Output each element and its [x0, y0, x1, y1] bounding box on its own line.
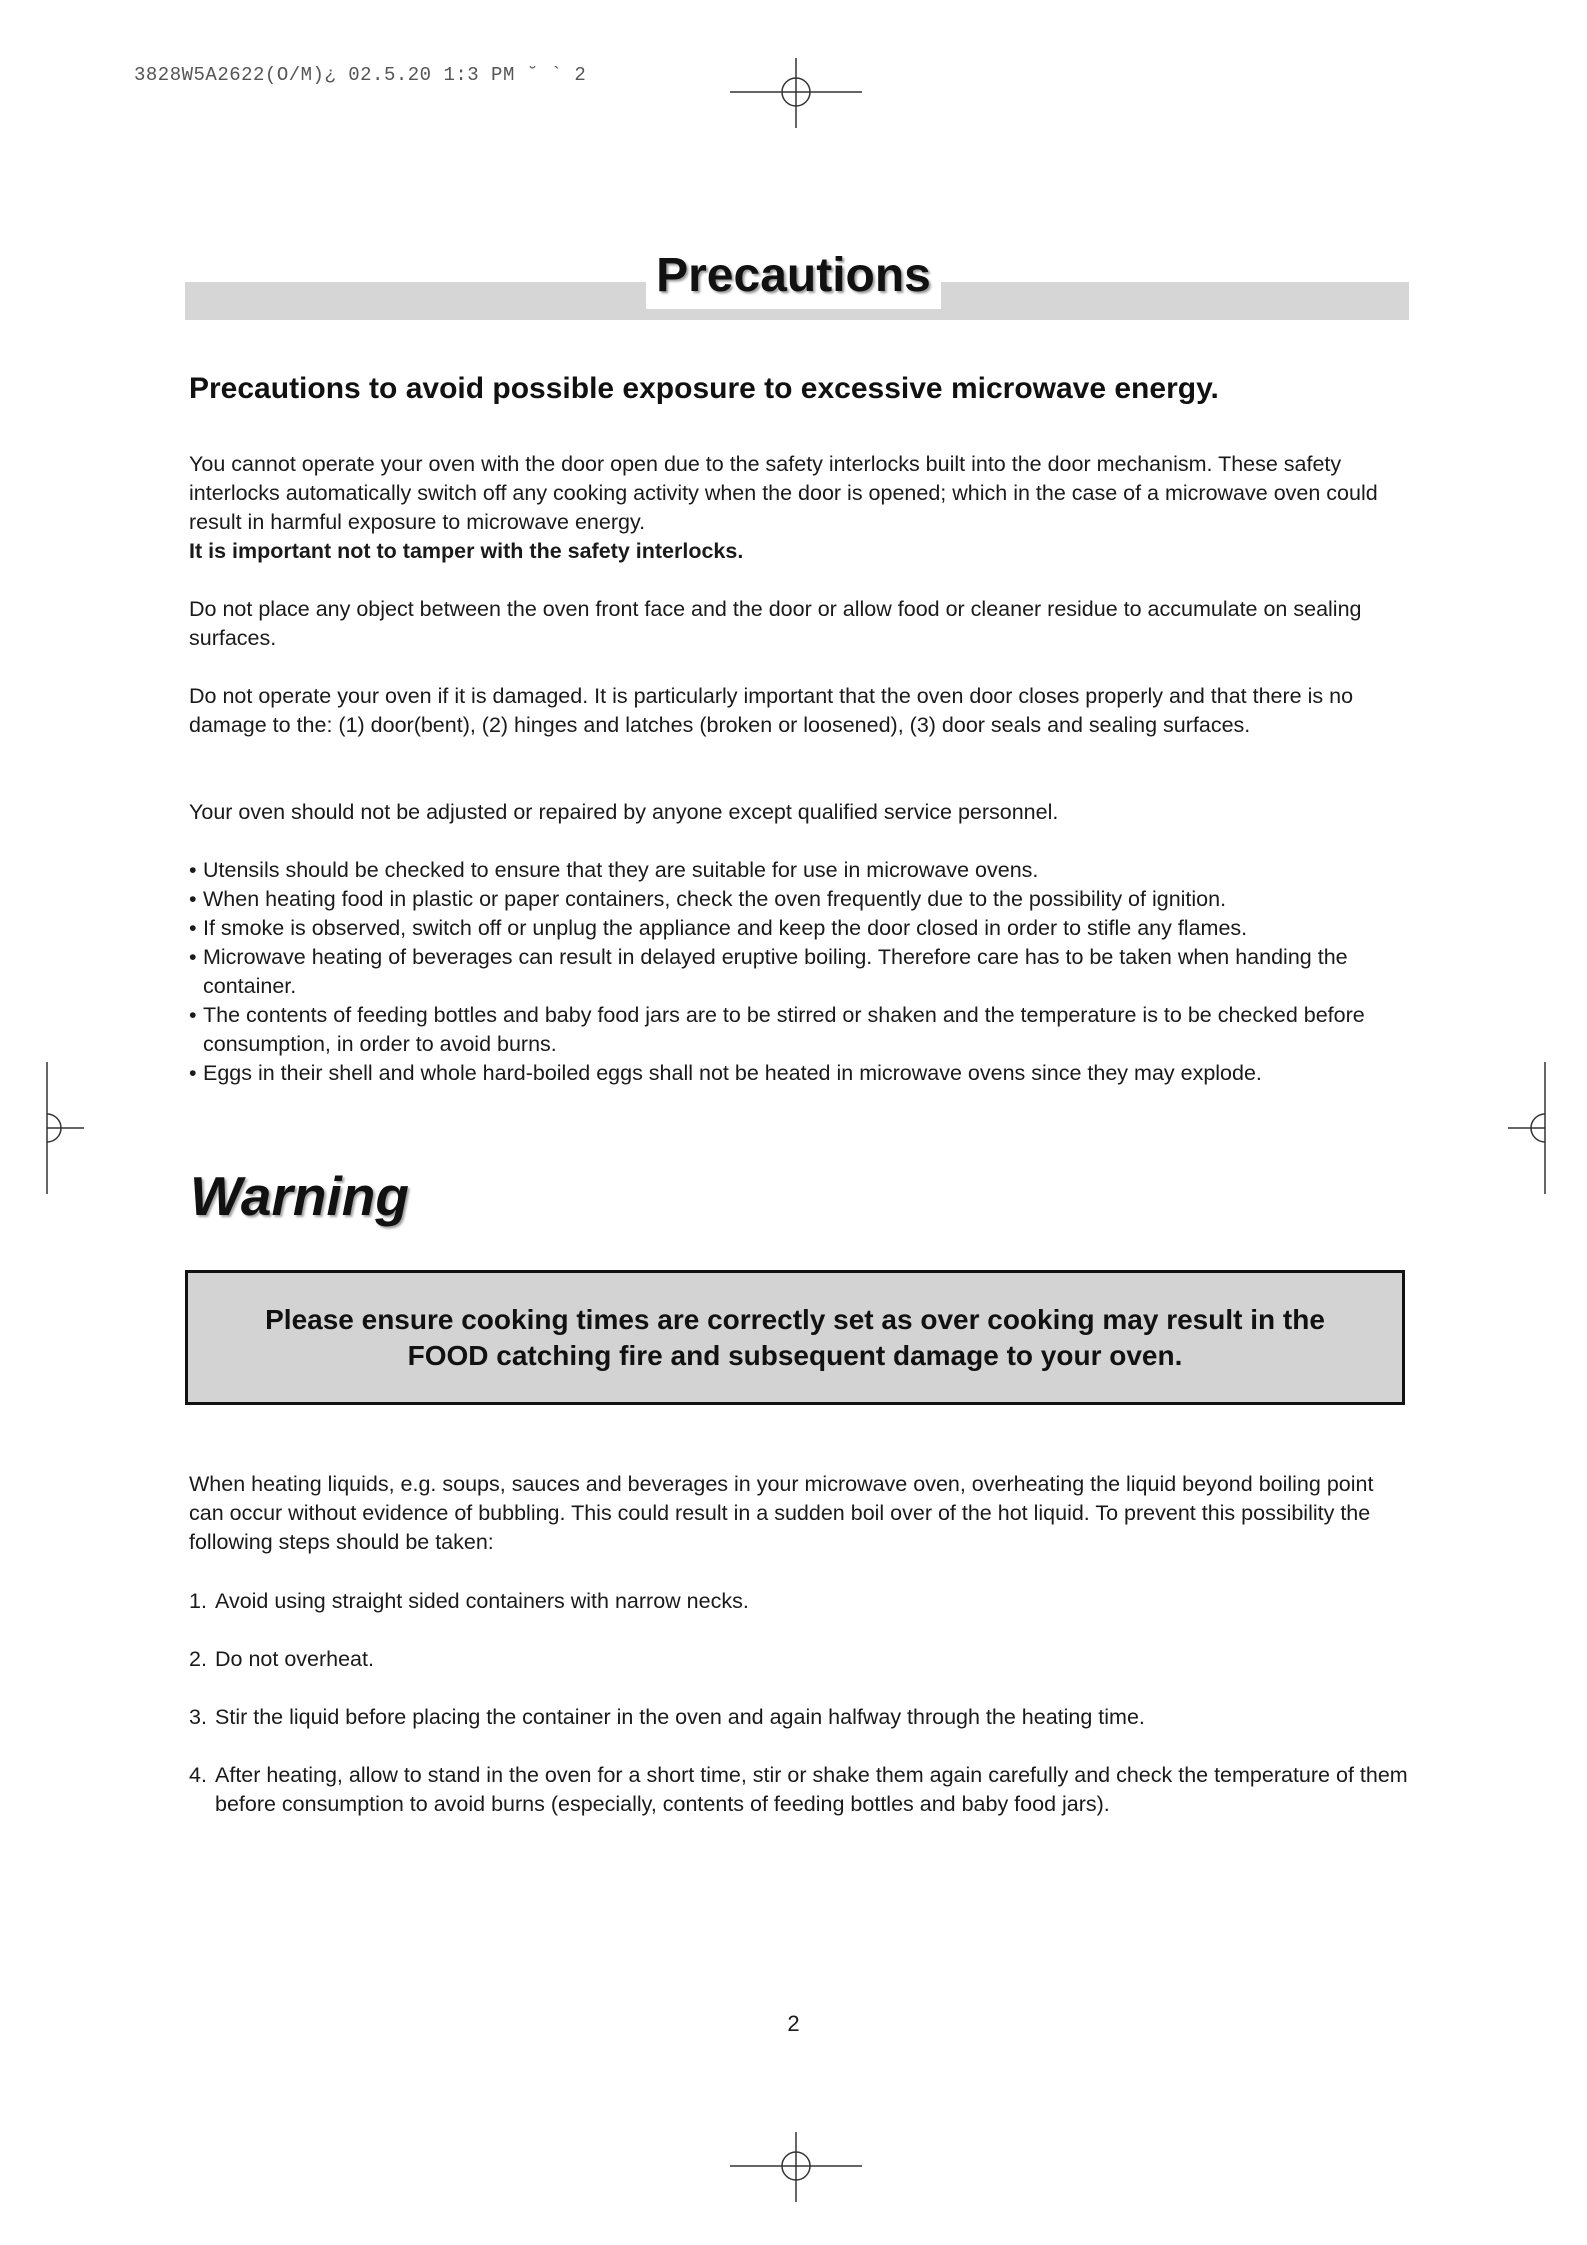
list-item: • When heating food in plastic or paper containers, check the oven frequently due to the possibility of ignition.: [189, 885, 1409, 914]
steps-list: [189, 1587, 1409, 1848]
paragraph-service: Your oven should not be adjusted or repaired by anyone except qualified service personnel.: [189, 800, 1059, 824]
paragraph-interlocks: [189, 450, 1409, 566]
list-item: [189, 1761, 1409, 1819]
step-number: 3.: [189, 1705, 207, 1729]
registration-mark-right: [1508, 1062, 1552, 1194]
list-item: • Utensils should be checked to ensure that they are suitable for use in microwave ovens.: [189, 856, 1409, 885]
section-heading: Precautions to avoid possible exposure to excessive microwave energy.: [189, 372, 1219, 405]
list-item: • If smoke is observed, switch off or unplug the appliance and keep the door closed in order to stifle any flames.: [189, 914, 1409, 943]
warning-heading: Warning: [190, 1165, 409, 1227]
registration-mark-left: [40, 1062, 84, 1194]
step-number: 4.: [189, 1763, 207, 1787]
registration-mark-bottom: [730, 2132, 862, 2202]
step-text: After heating, allow to stand in the oven for a short time, stir or shake them again carefully and check the temperature of them before consumption to avoid burns (especially, contents of feeding bottles and baby food jars).: [215, 1763, 1408, 1816]
paragraph-interlocks-bold: It is important not to tamper with the safety interlocks.: [189, 539, 744, 563]
print-header: 3828W5A2622(O/M)¿ 02.5.20 1:3 PM ˘ ` 2: [134, 64, 587, 86]
list-item: [189, 1587, 1409, 1616]
bullet-list: [189, 856, 1409, 1088]
step-text: Do not overheat.: [215, 1647, 374, 1671]
paragraph-interlocks-text: You cannot operate your oven with the door open due to the safety interlocks built into the door mechanism. These safety interlocks automatically switch off any cooking activity when the door is opened; which in the case of a microwave oven could result in harmful exposure to microwave energy.: [189, 452, 1378, 534]
paragraph-damage: Do not operate your oven if it is damaged. It is particularly important that the oven door closes properly and that there is no damage to the: (1) door(bent), (2) hinges and latches (broken or loosened), (3) door seals and sealing surfaces.: [189, 684, 1354, 737]
list-item: • Microwave heating of beverages can result in delayed eruptive boiling. Therefore care has to be taken when handing the container.: [189, 943, 1409, 1001]
paragraph-liquids: When heating liquids, e.g. soups, sauces and beverages in your microwave oven, overheating the liquid beyond boiling point can occur without evidence of bubbling. This could result in a sudden boil over of the hot liquid. To prevent this possibility the following steps should be taken:: [189, 1472, 1374, 1554]
step-number: 2.: [189, 1647, 207, 1671]
step-number: 1.: [189, 1589, 207, 1613]
registration-mark-top: [730, 58, 862, 128]
list-item: [189, 1645, 1409, 1674]
page-number: 2: [787, 2011, 800, 2036]
paragraph-sealing: Do not place any object between the oven front face and the door or allow food or cleaner residue to accumulate on sealing surfaces.: [189, 597, 1362, 650]
list-item: • Eggs in their shell and whole hard-boiled eggs shall not be heated in microwave ovens since they may explode.: [189, 1059, 1409, 1088]
list-item: • The contents of feeding bottles and baby food jars are to be stirred or shaken and the temperature is to be checked before consumption, in order to avoid burns.: [189, 1001, 1409, 1059]
warning-box-text: Please ensure cooking times are correctly set as over cooking may result in the FOOD catching fire and subsequent damage to your oven.: [265, 1303, 1325, 1371]
title-wrap: [0, 243, 1587, 309]
step-text: Avoid using straight sided containers with narrow necks.: [215, 1589, 749, 1613]
page-title: Precautions: [646, 243, 941, 309]
step-text: Stir the liquid before placing the container in the oven and again halfway through the heating time.: [215, 1705, 1145, 1729]
list-item: [189, 1703, 1409, 1732]
warning-box: [185, 1270, 1405, 1405]
